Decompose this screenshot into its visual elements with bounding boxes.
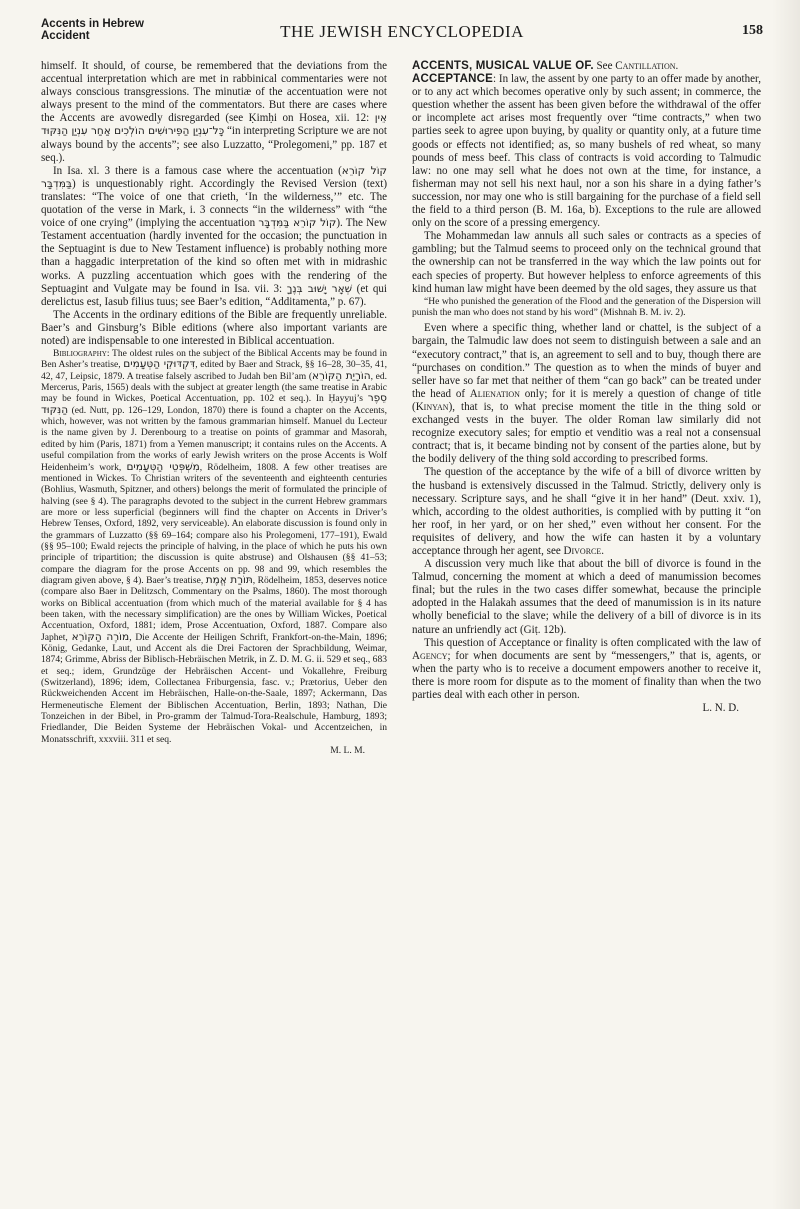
text: Even where a specific thing, whether land or chattel, is the subject of a bargain, the Talmudic law does not seem to distinguish between a sale and an “executory contract,” that is, an agreement to sell and to buy, though there are “purchases on condition.” The question as to when the minds of buyer and seller have so far met that neither of them “can go back” can be treated under the head of xyxy=(412,322,761,400)
text: himself. It should, of course, be remembered that the deviations from the accentual interpretation which are met in rabbinical commentaries were not always conscious transgressions. The minutiæ of the accentuation were not always present to the mind of the commentators. But there are cases where the Accents are avowedly disregarded (see Ḳimḥi on Hosea, xii. 12: xyxy=(41,60,387,125)
cross-reference-link[interactable]: Agency xyxy=(412,649,448,662)
block-quote: “He who punished the generation of the Flood and the generation of the Dispersion will punish the man who does not stand by his word” (Mishnah B. M. iv. 2). xyxy=(412,295,761,319)
hebrew-text: אֵין כָּל־עִנְיַן הַפֵּירוּשִׁים הוֹלְכִים אַחַר עִנְיַן הַנִּקּוּד xyxy=(41,112,388,138)
hebrew-text: תּוֹרַת אֱמֶת xyxy=(205,573,253,586)
text: , ed. Mercerus, Paris, 1565) deals with the subject at greater length (the same treatise in Arabic may be found in Wickes, Poetical Accentuation, pp. 102 et seq.). In Ḥayyuj’s xyxy=(41,370,387,405)
cross-reference-link[interactable]: Divorce. xyxy=(563,544,605,557)
author-signature: M. L. M. xyxy=(330,745,365,757)
text: ; for when documents are sent by “messengers,” that is, agents, or when the party who is to receive a document empowers another to receive it, there is more room for dispute as to the moment of finality than when the two parties deal with each other in person. xyxy=(412,649,761,701)
hebrew-text: הוֹרָיַת הַקּוֹרֵא xyxy=(312,369,371,382)
paragraph: The Accents in the ordinary editions of the Bible are frequently unreliable. Baer’s and Ginsburg’s Bible editions (where also important variants are noted) are indispensable to one interested in Biblical accentuation. xyxy=(41,308,387,347)
text: only; for it is merely a question of change of title ( xyxy=(412,387,761,413)
right-column xyxy=(412,60,761,715)
text: ), that is, to what precise moment the title in the thing sold or exchanged vests in the buyer. The older Roman law similarly did not recognize executory sales; for emptio et venditio was a real not a consensual contract; that is, it became binding not by consent of the parties alone, but by the bodily delivery of the thing sold according to prescribed forms. xyxy=(412,400,761,466)
text: “in interpreting Scripture we are not always bound by the accents”; see also Luzzatto, “Prolegomeni,” pp. 187 et seq.). xyxy=(41,125,387,164)
text: ). The New Testament accentuation (hardly invented for the occasion; the punctuation in the Septuagint is due to New Testament influence) is probably nothing more than a haggadic interpretation of the kind so often met with in midrashic works. A puzzling accentuation which goes with the rendering of the Septuagint and Vulgate may be found in Isa. vii. 3: xyxy=(41,217,387,295)
entry-acceptance xyxy=(412,73,761,230)
text: , Die Accente der Heiligen Schrift, Frankfort-on-the-Main, 1896; König, Gedanke, Laut, und Accent als die Drei Factoren der Sprachbildung, Weimar, 1874; Grimme, Abriss der Biblisch-Hebräischen Metrik, in Z. D. M. G. ii. 529 et seq., 683 et seq.; idem, Grundzüge der Hebräischen Accent- und Vokallehre, Freiburg (Switzerland), 1896; idem, Collectanea Friburgensia, fasc. v.; Prætorius, Ueber den Rückweichenden Accent im Hebräischen, Halle-on-the-Saale, 1897; Ackermann, Das Hermeneutische Element der Biblischen Accentuation, Berlin, 1893; Nathan, Die Tonzeichen in der Bibel, in Pro-gramm der Talmud-Tora-Realschule, Hamburg, 1893; Friedlander, Die Beiden Systeme der Hebräischen Vokal- und Accentzeichen, in Monatsschrift, xxxviii. 311 et seq. xyxy=(41,631,388,745)
hebrew-text: קוֹל קוֹרֵא בַּמִּדְבָּר xyxy=(258,217,337,230)
cross-reference-link[interactable]: Kinyan xyxy=(415,400,449,413)
author-signature: L. N. D. xyxy=(702,702,739,715)
hebrew-text: דִּקְדּוּקֵי הַטְּעָמִים xyxy=(123,358,196,371)
text: (et qui derelictus est, Iasub filius tuus; see Baer’s edition, “Additamenta,” p. 67). xyxy=(41,282,387,308)
hebrew-text: מוֹרֶה הַקּוֹרֵא xyxy=(71,630,130,643)
see-label: See xyxy=(596,60,613,72)
paragraph: The Mohammedan law annuls all such sales or contracts as a species of gambling; but the Talmud seems to proceed only on the technical ground that the ownership can not be transferred in the way which the law points out for each species of property. But however helpless to enforce agreements of this kind human law might have been deemed by the old sages, they assure us that xyxy=(412,230,761,295)
entry-title: ACCEPTANCE xyxy=(412,73,494,86)
page-spine-shadow xyxy=(772,0,800,1209)
hebrew-text: מִשְׁפְּטֵי הַטְּעָמִים xyxy=(126,460,200,473)
page-number: 158 xyxy=(742,23,763,38)
text: : The oldest rules on the subject of the Biblical Accents may be found in Ben Asher’s treatise, xyxy=(41,348,387,371)
text: , edited by Baer and Strack, §§ 16–28, 30–35, 41, 42, 47, Leipsic, 1879. A treatise falsely ascribed to Judah ben Bil’am ( xyxy=(41,359,387,382)
cross-reference-link[interactable]: Cantillation. xyxy=(615,60,679,72)
paragraph xyxy=(41,165,387,309)
entry-accents-musical-value xyxy=(412,60,761,73)
page-header xyxy=(41,18,763,50)
running-head-line-2: Accident xyxy=(41,30,90,42)
text: : In law, the assent by one party to an offer made by another, or to any act which becomes operative only by such assent; in commerce, the question whether the assent has been given before the withdrawal of the offer or incomplete act arises most frequently over “time contracts,” when two parties seek to agree upon buying, by quality or quantity only, at a future time goods or effects not identified; as, so many bushels of red wheat, so many pounds of mess beef. This class of contracts is void according to Talmudic law: no one may sell what he does not own at the time, for instance, a fisherman may not sell his next haul, nor a son his share in a dying father’s succession, nor may one who is still bargaining for the purchase of a field sell the field to a third person (B. M. 16a, b). Exceptions to the rule are allowed only on the score of a pressing emergency. xyxy=(412,73,761,230)
bibliography xyxy=(41,348,387,756)
hebrew-text: סֵפֶר הַנִּקּוּד xyxy=(41,392,387,416)
text: ) is unquestionably right. Accordingly the Revised Version (text) translates: “The voice of one that crieth, ‘In the wilderness,’” etc. The quotation of the verse in Mark, i. 3 connects “in the wilderness” with “the voice of one crying” (implying the accentuation xyxy=(41,177,387,230)
text: This question of Acceptance or finality is often complicated with the law of xyxy=(424,636,761,649)
entry-title: ACCENTS, MUSICAL VALUE OF. xyxy=(412,60,594,72)
bibliography-text xyxy=(41,348,387,745)
paragraph: A discussion very much like that about the bill of divorce is found in the Talmud, concerning the moment at which a deed of manumission becomes final; but the rules in the two cases differ somewhat, because the principle adopted in the Halakah assumes that the deed of manumission is in its nature wholly beneficial to the slave; while the delivery of a bill of divorce is in its nature an unfriendly act (Giṭ. 12b). xyxy=(412,558,761,636)
paragraph xyxy=(412,466,761,558)
paragraph xyxy=(412,637,761,702)
left-column xyxy=(41,60,387,756)
paragraph xyxy=(41,60,387,165)
text: The question of the acceptance by the wife of a bill of divorce written by the husband is extensively discussed in the Talmud. Strictly, delivery only is necessary. Scripture says, and he shall “give it in her hand” (Deut. xxiv. 1), which, according to the oldest authorities, is complied with by putting it “on her roof, in her yard, or on her shed,” even without her consent. For the requisites of delivery, and how the wife can hasten it by a voluntary acceptance through her agent, see xyxy=(412,466,761,557)
text: In Isa. xl. 3 there is a famous case where the accentuation ( xyxy=(53,164,342,177)
hebrew-text: קוֹל קוֹרֵא בַּמִּדְבָּר xyxy=(41,164,388,190)
hebrew-text: שְׁאָר יָשׁוּב בְּנֶךָ xyxy=(286,282,353,295)
paragraph xyxy=(412,322,761,466)
text: , Rödelheim, 1808. A few other treatises are mentioned in Wickes. To Christian writers of the seventeenth and eighteenth centuries (Bohlius, Wasmuth, Spitzner, and others) belongs the merit of formulated the principle of halving (see § 4). The paragraphs devoted to the subject in the current Hebrew grammars are more or less superficial (beginners will find the chapter on Accents in Driver’s Hebrew Tenses, Oxford, 1892, very serviceable). An elaborate discussion is found only in the grammars of Luzzatto (§§ 69–164; compare also his Prolegomeni, 177–191), Ewald (§§ 95–100; Ewald rejects the principle of halving, in the place of which he puts his own principle of tripartition; the discussion is quite abstruse) and Olshausen (§§ 41–53; compare the diagram for the prose Accents on pp. 98 and 99, which resembles the diagram given above, § 4). Baer’s treatise, xyxy=(41,461,388,586)
cross-reference-link[interactable]: Alienation xyxy=(469,387,520,400)
bibliography-label: Bibliography xyxy=(53,348,107,360)
running-head-line-1: Accents in Hebrew xyxy=(41,18,144,30)
text: , Rödelheim, 1853, deserves notice (compare also Baer in Delitzsch, Commentary on the Psalms, 1860). The most thorough works on Biblical accentuation (from which much of the material available for § 4 has been taken, with the necessary simplification) are the ones by William Wickes, Poetical Accentuation, Oxford, 1881; idem, Prose Accentuation, Oxford, 1887. Compare also Japhet, xyxy=(41,574,387,643)
running-title: THE JEWISH ENCYCLOPEDIA xyxy=(280,22,524,41)
text: (ed. Nutt, pp. 126–129, London, 1870) there is found a chapter on the Accents, which, however, was not written by the famous grammarian himself. Manuel du Lecteur is the name given by J. Derenbourg to a treatise on points of grammar and Masorah, edited by him (Paris, 1871) from a Yemen manuscript; it contains rules on the Accents. A useful compilation from the works of early Jewish writers on the prose Accents is Wolf Heidenheim’s work, xyxy=(41,404,387,473)
